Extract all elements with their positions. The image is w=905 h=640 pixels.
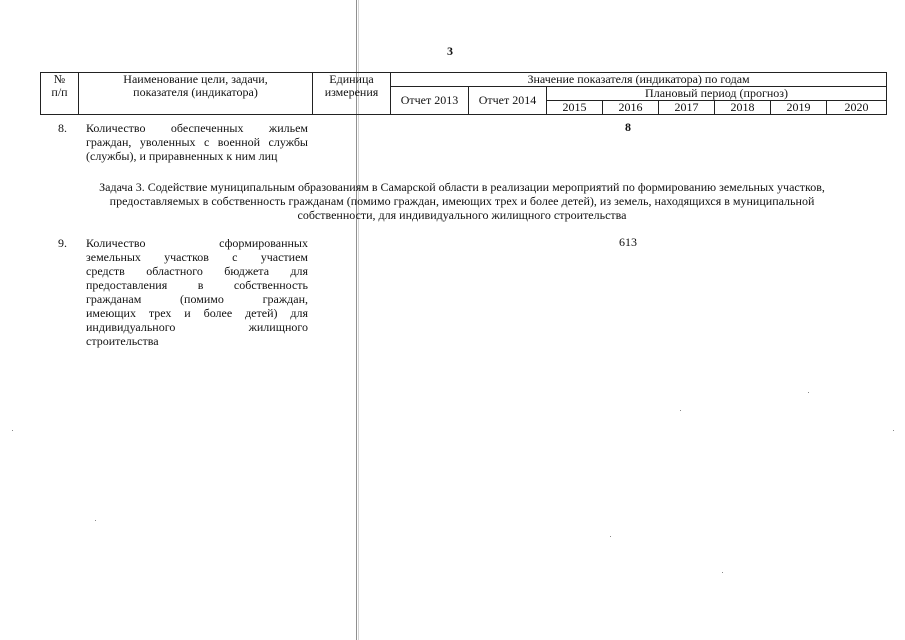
indicator-table-header <box>40 72 887 115</box>
row-8-value: 8 <box>625 120 631 134</box>
task-3-line: собственности, для индивидуального жилищного строительства <box>297 208 627 222</box>
row-9-text-line: предоставления в собственность <box>86 278 308 292</box>
header-plan-title: Плановый период (прогноз) <box>547 87 887 101</box>
header-report-2013: Отчет 2013 <box>391 87 469 115</box>
header-year-2020: 2020 <box>827 101 887 115</box>
task-3-line: Задача 3. Содействие муниципальным образованиям в Самарской области в реализации мероприятий по формированию земельных участков, <box>99 180 825 194</box>
row-9-text-line: земельных участков с участием <box>86 250 308 264</box>
row-9-text-line: средств областного бюджета для <box>86 264 308 278</box>
header-col-unit <box>313 73 391 115</box>
header-col-name-line1: Наименование цели, задачи, <box>123 72 268 86</box>
header-col-name-line2: показателя (индикатора) <box>133 85 258 99</box>
row-8-number: 8. <box>58 121 67 135</box>
row-9-text-line: строительства <box>86 334 159 348</box>
header-year-2019: 2019 <box>771 101 827 115</box>
row-9-text-line: индивидуального жилищного <box>86 320 308 334</box>
row-8-indicator-text <box>86 121 308 163</box>
header-year-2016: 2016 <box>603 101 659 115</box>
row-9-number: 9. <box>58 236 67 250</box>
header-col-number <box>41 73 79 115</box>
scan-speck <box>610 536 611 537</box>
header-col-number-line2: п/п <box>51 85 68 99</box>
task-3-heading <box>52 180 872 222</box>
header-report-2014: Отчет 2014 <box>469 87 547 115</box>
row-9-text-line: Количество сформированных <box>86 236 308 250</box>
page-number: 3 <box>447 44 453 58</box>
scan-speck <box>95 520 96 521</box>
task-3-line: предоставляемых в собственность гражданам (помимо граждан, имеющих трех и более детей), из земель, находящихся в муниципальной <box>109 194 815 208</box>
scan-speck <box>680 410 681 411</box>
scan-speck <box>722 572 723 573</box>
row-9-value: 613 <box>619 235 637 249</box>
header-col-number-line1: № <box>53 72 66 86</box>
header-year-2017: 2017 <box>659 101 715 115</box>
row-9-text-line: гражданам (помимо граждан, <box>86 292 308 306</box>
row-9-text-line: имеющих трех и более детей) для <box>86 306 308 320</box>
header-values-title: Значение показателя (индикатора) по годам <box>391 73 887 87</box>
header-col-unit-line1: Единица <box>329 72 374 86</box>
header-year-2015: 2015 <box>547 101 603 115</box>
scan-speck <box>808 392 809 393</box>
row-8-text-line: (службы), и приравненных к ним лиц <box>86 149 278 163</box>
scan-speck <box>893 430 894 431</box>
row-9-indicator-text <box>86 236 308 348</box>
scan-speck <box>12 430 13 431</box>
row-8-text-line: Количество обеспеченных жильем <box>86 121 308 135</box>
header-year-2018: 2018 <box>715 101 771 115</box>
row-8-text-line: граждан, уволенных с военной службы <box>86 135 308 149</box>
header-col-unit-line2: измерения <box>324 85 379 99</box>
header-col-name <box>79 73 313 115</box>
